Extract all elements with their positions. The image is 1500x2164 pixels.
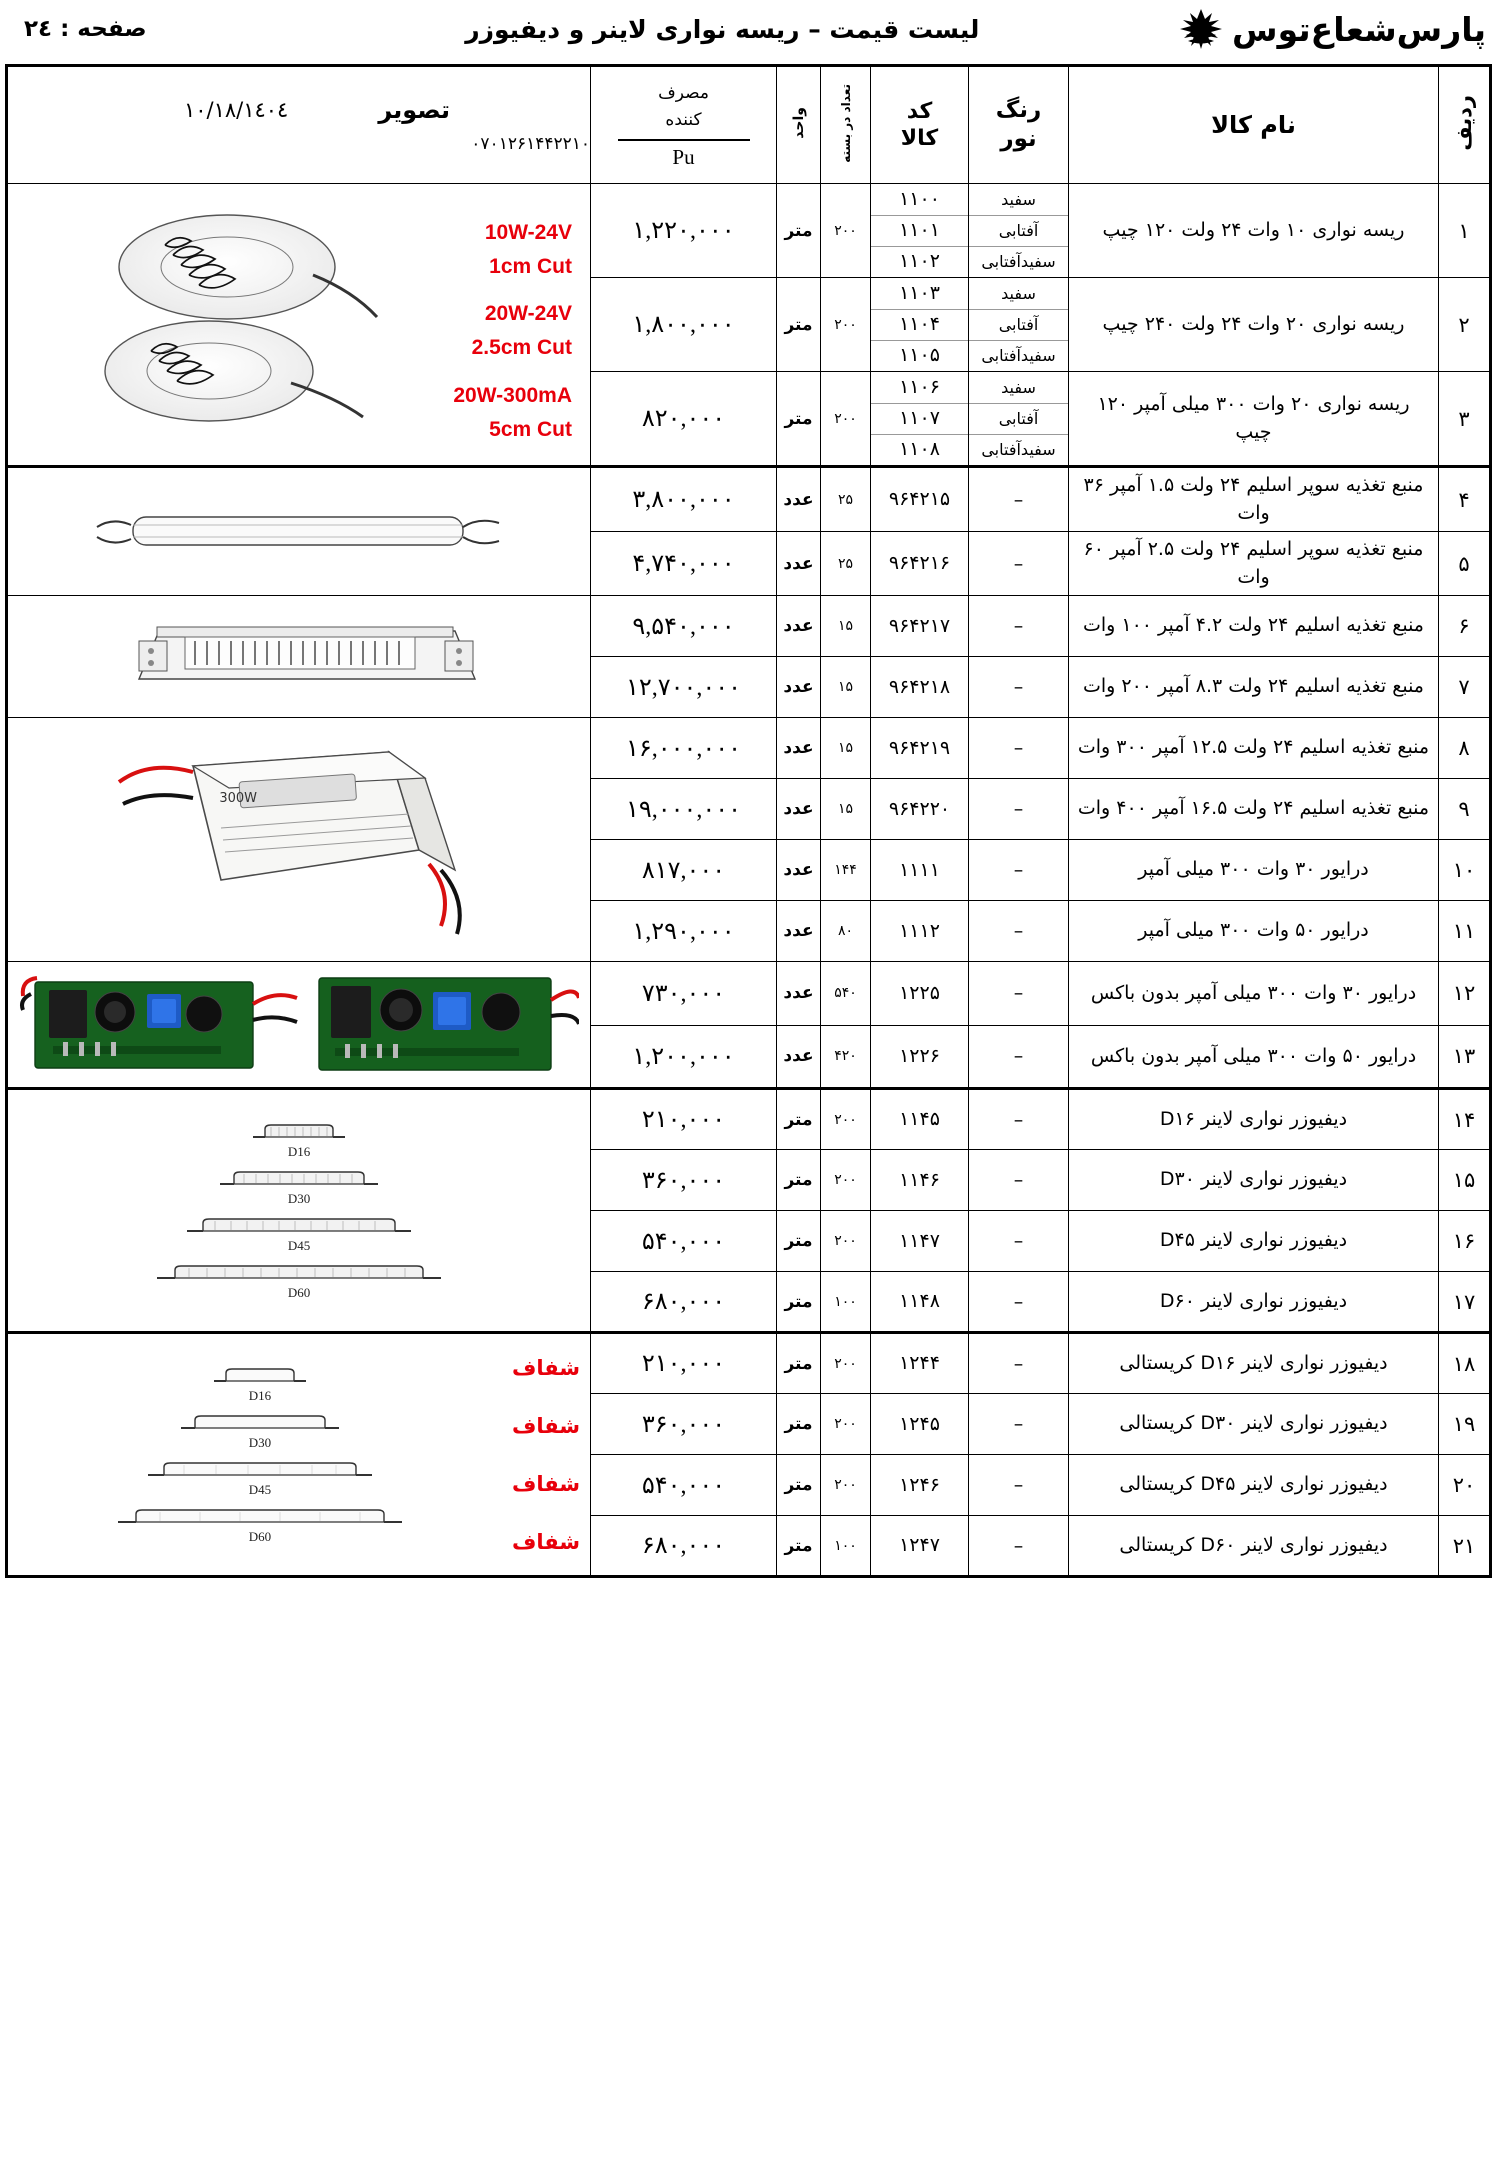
finned-power-supply-photo [8,597,590,717]
crystal-label-d16: D16 [248,1387,272,1403]
cell-price: ۲۱۰,۰۰۰ [591,1333,777,1394]
color-option: سفیدآفتابی [969,246,1068,277]
cell-color: – [969,718,1069,779]
diffuser-label-d45: D45 [287,1237,311,1253]
annotation-clear-3: شفاف [511,1471,580,1496]
led-strip-reel-photo [20,205,453,445]
cell-code: ۱۱۴۶ [871,1150,969,1211]
code-option: ۱۱۰۸ [871,434,968,465]
cell-unit: متر [777,1516,821,1577]
th-image-label: تصویر [378,96,450,124]
cell-radif: ۱۷ [1439,1272,1491,1333]
crystal-diffuser-d16-drawing [200,1365,320,1404]
cell-price: ۸۱۷,۰۰۰ [591,840,777,901]
th-price-line2: کننده [665,110,702,130]
crystal-diffuser-d45-drawing [130,1459,390,1498]
cell-name: ریسه نواری ۲۰ وات ۳۰۰ میلی آمپر ۱۲۰ چیپ [1069,372,1439,467]
cell-qty: ۱۵ [821,779,871,840]
annotation-25cm-cut: 2.5cm Cut [471,336,572,360]
cell-color: – [969,1211,1069,1272]
cell-color: – [969,779,1069,840]
cell-unit: متر [777,1333,821,1394]
code-option: ۱۱۰۳ [871,278,968,309]
cell-name: ریسه نواری ۲۰ وات ۲۴ ولت ۲۴۰ چیپ [1069,278,1439,372]
table-body [7,184,1491,1577]
cell-code: ۱۱۴۸ [871,1272,969,1333]
cell-code: ۱۲۴۴ [871,1333,969,1394]
diffuser-label-d30: D30 [287,1190,311,1206]
annotation-group-10w [485,221,572,279]
cell-name: منبع تغذیه اسلیم ۲۴ ولت ۴.۲ آمپر ۱۰۰ وات [1069,596,1439,657]
color-option: سفید [969,278,1068,309]
crystal-label-d30: D30 [248,1434,272,1450]
boxed-led-driver-photo [8,730,590,950]
cell-color-group [969,184,1069,278]
cell-qty: ۱۵ [821,718,871,779]
color-option: آفتابی [969,215,1068,246]
cell-unit: متر [777,1089,821,1150]
cell-qty: ۲۵ [821,532,871,596]
th-image-doccode: ۰۷۰۱۲۶۱۴۴۲۲۱۰ [471,134,590,154]
bare-pcb-driver-photo [8,962,590,1087]
code-option: ۱۱۰۴ [871,309,968,340]
cell-unit: متر [777,1272,821,1333]
cell-qty: ۲۰۰ [821,1333,871,1394]
cell-radif: ۱۴ [1439,1089,1491,1150]
cell-price: ۱۲,۷۰۰,۰۰۰ [591,657,777,718]
cell-code-group [871,184,969,278]
cell-qty: ۸۰ [821,901,871,962]
cell-unit: عدد [777,532,821,596]
cell-qty: ۲۵ [821,467,871,532]
cell-unit: متر [777,278,821,372]
cell-price: ۱,۲۹۰,۰۰۰ [591,901,777,962]
cell-image-diffuser-profiles [7,1089,591,1333]
cell-qty: ۴۲۰ [821,1025,871,1089]
cell-code: ۱۱۱۲ [871,901,969,962]
cell-code: ۹۶۴۲۱۸ [871,657,969,718]
cell-price: ۲۱۰,۰۰۰ [591,1089,777,1150]
cell-unit: متر [777,1211,821,1272]
cell-code: ۱۲۲۶ [871,1025,969,1089]
cell-price: ۵۴۰,۰۰۰ [591,1211,777,1272]
svg-text:300W: 300W [219,790,257,806]
table-row [7,962,1491,1026]
crystal-label-d45: D45 [248,1481,272,1497]
cell-radif: ۵ [1439,532,1491,596]
th-code-line1: کد [906,98,933,124]
cell-price: ۶۸۰,۰۰۰ [591,1516,777,1577]
cell-code: ۱۲۴۵ [871,1394,969,1455]
cell-image-crystal-diffusers [7,1333,591,1577]
cell-name: درایور ۵۰ وات ۳۰۰ میلی آمپر [1069,901,1439,962]
cell-name: درایور ۳۰ وات ۳۰۰ میلی آمپر [1069,840,1439,901]
cell-color: – [969,901,1069,962]
color-option: سفید [969,184,1068,215]
code-option: ۱۱۰۶ [871,372,968,403]
cell-price: ۸۲۰,۰۰۰ [591,372,777,467]
cell-code-group [871,372,969,467]
cell-name: دیفیوزر نواری لاینر D۳۰ [1069,1150,1439,1211]
code-option: ۱۱۰۷ [871,403,968,434]
table-row [7,1333,1491,1394]
cell-price: ۳۶۰,۰۰۰ [591,1394,777,1455]
cell-name: دیفیوزر نواری لاینر D۱۶ [1069,1089,1439,1150]
cell-radif: ۸ [1439,718,1491,779]
slim-power-supply-photo [8,487,590,577]
cell-code-group [871,278,969,372]
cell-color: – [969,1333,1069,1394]
cell-name: دیفیوزر نواری لاینر D۳۰ کریستالی [1069,1394,1439,1455]
cell-name: دیفیوزر نواری لاینر D۴۵ [1069,1211,1439,1272]
cell-radif: ۱ [1439,184,1491,278]
cell-unit: عدد [777,1025,821,1089]
cell-price: ۱,۲۰۰,۰۰۰ [591,1025,777,1089]
diffuser-d45-drawing [169,1215,429,1254]
annotation-clear-1: شفاف [511,1355,580,1380]
cell-radif: ۲ [1439,278,1491,372]
cell-radif: ۲۱ [1439,1516,1491,1577]
cell-unit: عدد [777,779,821,840]
color-option: آفتابی [969,403,1068,434]
cell-radif: ۱۹ [1439,1394,1491,1455]
cell-unit: عدد [777,901,821,962]
cell-name: درایور ۳۰ وات ۳۰۰ میلی آمپر بدون باکس [1069,962,1439,1026]
th-price [591,66,777,184]
cell-name: درایور ۵۰ وات ۳۰۰ میلی آمپر بدون باکس [1069,1025,1439,1089]
cell-radif: ۱۵ [1439,1150,1491,1211]
cell-qty: ۲۰۰ [821,184,871,278]
cell-qty: ۲۰۰ [821,1150,871,1211]
cell-unit: متر [777,372,821,467]
code-option: ۱۱۰۲ [871,246,968,277]
cell-color: – [969,1272,1069,1333]
cell-radif: ۱۲ [1439,962,1491,1026]
th-qty-per-pack [821,66,871,184]
crystal-diffuser-d30-drawing [165,1412,355,1451]
annotation-5cm-cut: 5cm Cut [489,417,572,441]
annotation-20w-24v: 20W-24V [484,302,572,326]
cell-radif: ۱۶ [1439,1211,1491,1272]
cell-color-group [969,278,1069,372]
cell-color: – [969,962,1069,1026]
cell-unit: متر [777,184,821,278]
th-code-line2: کالا [900,126,939,151]
cell-radif: ۶ [1439,596,1491,657]
cell-unit: عدد [777,962,821,1026]
color-option: سفید [969,372,1068,403]
cell-code: ۹۶۴۲۱۶ [871,532,969,596]
cell-price: ۳۶۰,۰۰۰ [591,1150,777,1211]
cell-code: ۱۲۲۵ [871,962,969,1026]
cell-unit: عدد [777,657,821,718]
diffuser-d60-drawing [139,1262,459,1301]
cell-price: ۴,۷۴۰,۰۰۰ [591,532,777,596]
cell-radif: ۳ [1439,372,1491,467]
cell-unit: متر [777,1150,821,1211]
cell-unit: عدد [777,718,821,779]
cell-image-finned-supply [7,596,591,718]
cell-price: ۱۶,۰۰۰,۰۰۰ [591,718,777,779]
cell-price: ۳,۸۰۰,۰۰۰ [591,467,777,532]
cell-image-boxed-driver [7,718,591,962]
cell-radif: ۱۱ [1439,901,1491,962]
cell-code: ۹۶۴۲۱۹ [871,718,969,779]
cell-color: – [969,596,1069,657]
cell-color: – [969,1150,1069,1211]
th-name: نام کالا [1069,66,1439,184]
crystal-diffuser-d60-drawing [100,1506,420,1545]
th-unit-label: واحد [790,107,807,139]
cell-name: دیفیوزر نواری لاینر D۴۵ کریستالی [1069,1455,1439,1516]
cell-price: ۵۴۰,۰۰۰ [591,1455,777,1516]
th-price-unit: Pu [672,144,695,169]
cell-color: – [969,1394,1069,1455]
annotation-1cm-cut: 1cm Cut [489,255,572,279]
cell-code: ۱۱۴۷ [871,1211,969,1272]
cell-radif: ۱۸ [1439,1333,1491,1394]
cell-qty: ۲۰۰ [821,372,871,467]
cell-qty: ۲۰۰ [821,1211,871,1272]
cell-qty: ۱۰۰ [821,1272,871,1333]
cell-price: ۱,۸۰۰,۰۰۰ [591,278,777,372]
cell-color: – [969,1455,1069,1516]
th-color-line2: نور [1000,126,1037,152]
crystal-label-d60: D60 [248,1528,272,1544]
cell-qty: ۱۵ [821,657,871,718]
cell-code: ۹۶۴۲۱۵ [871,467,969,532]
annotation-group-300ma [453,384,572,442]
cell-price: ۹,۵۴۰,۰۰۰ [591,596,777,657]
cell-color: – [969,467,1069,532]
cell-name: منبع تغذیه سوپر اسلیم ۲۴ ولت ۱.۵ آمپر ۳۶ وات [1069,467,1439,532]
color-option: سفیدآفتابی [969,434,1068,465]
cell-name: منبع تغذیه سوپر اسلیم ۲۴ ولت ۲.۵ آمپر ۶۰ وات [1069,532,1439,596]
code-option: ۱۱۰۱ [871,215,968,246]
table-header [7,66,1491,184]
page-number: صفحه : ۲٤ [24,16,147,42]
cell-color: – [969,532,1069,596]
cell-price: ۱۹,۰۰۰,۰۰۰ [591,779,777,840]
cell-code: ۹۶۴۲۱۷ [871,596,969,657]
cell-price: ۷۳۰,۰۰۰ [591,962,777,1026]
cell-unit: متر [777,1394,821,1455]
th-color [969,66,1069,184]
cell-qty: ۲۰۰ [821,1089,871,1150]
cell-qty: ۲۰۰ [821,1455,871,1516]
cell-radif: ۱۳ [1439,1025,1491,1089]
cell-unit: عدد [777,467,821,532]
annotation-group-20w [472,302,572,360]
th-unit [777,66,821,184]
cell-code: ۱۲۴۷ [871,1516,969,1577]
th-price-divider [618,139,750,141]
cell-qty: ۱۴۴ [821,840,871,901]
cell-price: ۶۸۰,۰۰۰ [591,1272,777,1333]
brand-name: پارس‌شعاع‌توس [1232,9,1486,49]
cell-image-strips [7,184,591,467]
cell-radif: ۴ [1439,467,1491,532]
cell-name: منبع تغذیه اسلیم ۲۴ ولت ۱۶.۵ آمپر ۴۰۰ وات [1069,779,1439,840]
th-qty-label: تعداد در بسته [838,83,853,163]
cell-unit: متر [777,1455,821,1516]
cell-color: – [969,657,1069,718]
th-radif-label: ردیف [1451,95,1476,151]
cell-name: دیفیوزر نواری لاینر D۱۶ کریستالی [1069,1333,1439,1394]
th-image [7,66,591,184]
code-option: ۱۱۰۰ [871,184,968,215]
cell-radif: ۹ [1439,779,1491,840]
cell-name: منبع تغذیه اسلیم ۲۴ ولت ۱۲.۵ آمپر ۳۰۰ وات [1069,718,1439,779]
th-radif [1439,66,1491,184]
cell-qty: ۲۰۰ [821,278,871,372]
diffuser-d16-drawing [239,1121,359,1160]
th-price-line1: مصرف [658,82,709,103]
cell-radif: ۷ [1439,657,1491,718]
page-title: لیست قیمت – ریسه نواری لاینر و دیفیوزر [465,14,980,44]
cell-code: ۱۲۴۶ [871,1455,969,1516]
th-color-line1: رنگ [995,97,1042,124]
annotation-clear-4: شفاف [511,1529,580,1554]
cell-radif: ۲۰ [1439,1455,1491,1516]
cell-color: – [969,840,1069,901]
cell-code: ۱۱۱۱ [871,840,969,901]
cell-code: ۱۱۴۵ [871,1089,969,1150]
cell-qty: ۱۵ [821,596,871,657]
diffuser-label-d60: D60 [287,1284,311,1300]
annotation-clear-2: شفاف [511,1413,580,1438]
diffuser-d30-drawing [204,1168,394,1207]
cell-price: ۱,۲۲۰,۰۰۰ [591,184,777,278]
cell-image-bare-pcb-driver [7,962,591,1089]
cell-color-group [969,372,1069,467]
table-row [7,596,1491,657]
cell-unit: عدد [777,596,821,657]
th-code [871,66,969,184]
code-option: ۱۱۰۵ [871,340,968,371]
cell-image-slim-supply [7,467,591,596]
table-row [7,718,1491,779]
cell-qty: ۲۰۰ [821,1394,871,1455]
cell-code: ۹۶۴۲۲۰ [871,779,969,840]
table-row [7,467,1491,532]
cell-color: – [969,1516,1069,1577]
cell-radif: ۱۰ [1439,840,1491,901]
cell-name: دیفیوزر نواری لاینر D۶۰ کریستالی [1069,1516,1439,1577]
cell-name: دیفیوزر نواری لاینر D۶۰ [1069,1272,1439,1333]
cell-unit: عدد [777,840,821,901]
cell-qty: ۵۴۰ [821,962,871,1026]
table-row [7,184,1491,278]
clear-annotations [512,1350,590,1560]
crystal-diffuser-drawings [8,1350,512,1560]
color-option: آفتابی [969,309,1068,340]
page-header [0,0,1500,58]
annotation-10w-24v: 10W-24V [484,221,572,245]
color-option: سفیدآفتابی [969,340,1068,371]
diffuser-profile-drawings [8,1115,590,1307]
diffuser-label-d16: D16 [287,1143,311,1159]
annotation-20w-300ma: 20W-300mA [453,383,572,407]
cell-color: – [969,1025,1069,1089]
th-image-date: ۱٤۰٤/۱۰/۱۸ [183,98,289,122]
price-list-table [5,64,1492,1578]
cell-name: ریسه نواری ۱۰ وات ۲۴ ولت ۱۲۰ چیپ [1069,184,1439,278]
cell-qty: ۱۰۰ [821,1516,871,1577]
cell-color: – [969,1089,1069,1150]
cell-name: منبع تغذیه اسلیم ۲۴ ولت ۸.۳ آمپر ۲۰۰ وات [1069,657,1439,718]
table-row [7,1089,1491,1150]
